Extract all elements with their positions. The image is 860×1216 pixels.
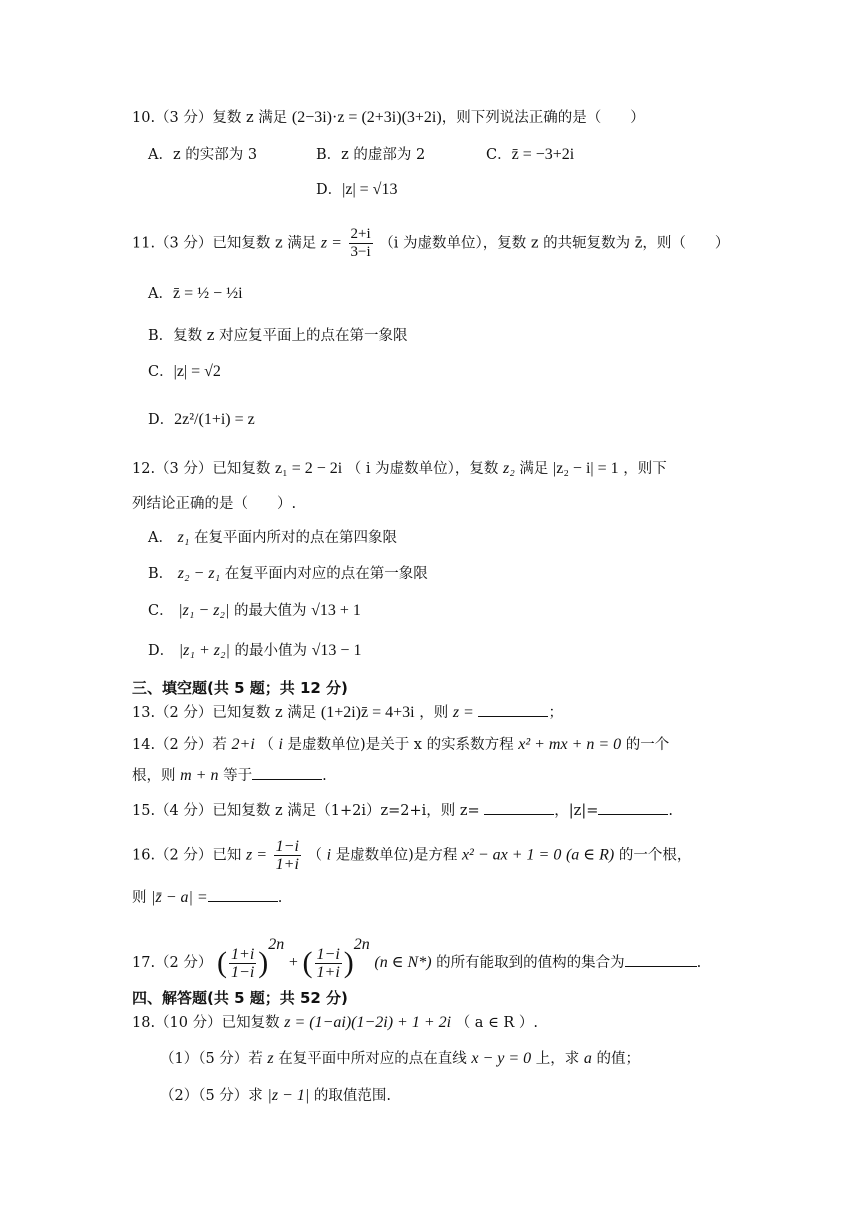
q16-eq: x² − ax + 1 = 0 (461, 846, 562, 864)
q13-stem: 13.（2 分）已知复数 z 满足 (132, 705, 317, 721)
q12-stem3: 满足 (519, 461, 549, 477)
q17-answer-blank[interactable] (625, 952, 697, 967)
q16-den: 1+i (275, 856, 299, 873)
q12-b-label: B． (148, 566, 174, 582)
q10-stem (132, 108, 645, 128)
section-fill-in-heading: 三、填空题(共 5 题；共 12 分) (132, 679, 348, 697)
q12-b-formula: z₂ − z₁ (177, 565, 221, 582)
q17-den2: 1+i (316, 963, 340, 981)
q18-p1c: 在复平面中所对应的点在直线 (278, 1051, 467, 1067)
q12-c-text: 的最大值为 (234, 603, 307, 619)
q10-option-c (486, 145, 574, 165)
q15-text2: ，|z|= (554, 803, 599, 819)
q13-ans-label: z = (452, 704, 474, 721)
q17-stem: 17.（2 分） (132, 955, 213, 971)
q11-option-b: B．复数 z 对应复平面上的点在第一象限 (148, 328, 408, 344)
q17-num2: 1−i (316, 945, 340, 963)
q12-d-label: D． (148, 643, 175, 659)
q11-frac-num: 2+i (350, 226, 371, 242)
q12-z1-def: z₁ = 2 − 2i (275, 460, 343, 477)
q16-cond: (a ∈ R) (565, 846, 615, 864)
q16-line1 (132, 838, 691, 873)
q16-stem2: 是虚数单位)是方程 (335, 847, 458, 864)
q16-paren: （ (307, 847, 323, 864)
q11-option-d (148, 410, 255, 430)
q12-stem1: 12.（3 分）已知复数 (132, 461, 271, 477)
q11-option-a (148, 284, 243, 304)
q10-d-formula: |z| = √13 (342, 181, 398, 198)
q11-a-formula: z̄ = ½ − ½i (172, 285, 243, 302)
q14-paren: （ (259, 737, 274, 753)
q14-answer-blank[interactable] (252, 765, 322, 780)
q12-a-label: A． (148, 530, 173, 546)
q12-c-value: √13 + 1 (311, 602, 361, 619)
q14-line2 (132, 765, 327, 786)
q15-end: . (668, 803, 673, 819)
q16-num: 1−i (275, 838, 299, 855)
q16-stem: 16.（2 分）已知 (132, 847, 242, 864)
q17-rparen2: ) (343, 946, 354, 979)
q11-frac-den: 3−i (350, 244, 371, 260)
q17-lparen2: ( (302, 946, 313, 979)
q18-p1a: （1）（5 分）若 (160, 1051, 263, 1067)
q18-part1 (160, 1049, 640, 1069)
section-answer-heading: 四、解答题(共 5 题；共 52 分) (132, 989, 348, 1007)
q16-line2b: |z̄ − a| = (151, 889, 208, 906)
q16-end: . (277, 890, 283, 906)
q14-i: i (278, 736, 283, 753)
q18-p2c: 的取值范围. (313, 1088, 391, 1104)
q10-option-a: A．z 的实部为 3 (148, 147, 258, 163)
q11-option-c (148, 362, 221, 382)
q11-c-label: C． (148, 364, 174, 380)
q15-modulus-blank[interactable] (598, 800, 668, 815)
q10-option-b: B．z 的虚部为 2 (316, 147, 426, 163)
q18-part2 (160, 1086, 391, 1106)
q16-line2 (132, 887, 282, 908)
q17-exp1: 2n (268, 936, 285, 953)
q15-text1: 15.（4 分）已知复数 z 满足（1+2i）z=2+i，则 z= (132, 803, 480, 819)
q17-exp2: 2n (353, 936, 370, 953)
q14-line2b: m + n (180, 767, 219, 784)
q17-fraction1 (229, 946, 256, 981)
q16-fraction (274, 838, 301, 873)
q11-tail: （i 为虚数单位），复数 z 的共轭复数为 z̄，则（ ） (379, 235, 730, 252)
q12-stem-line2: 列结论正确的是（ ）. (132, 496, 297, 512)
q18-p2a: （2）（5 分）求 (160, 1088, 263, 1104)
q12-a-formula: z₁ (177, 529, 190, 546)
q12-option-d (148, 641, 361, 661)
q12-c-formula: |z₁ − z₂| (178, 602, 230, 619)
q12-stem2: （ i 为虚数单位），复数 (346, 461, 499, 477)
q17-end: . (696, 955, 702, 971)
q14-expr: 2+i (231, 736, 255, 753)
q17-num1: 1+i (231, 945, 255, 963)
q14-stem: 14.（2 分）若 (132, 737, 227, 753)
q14-line2c: 等于 (223, 768, 253, 784)
q11-d-formula: 2z²/(1+i) = z (174, 411, 255, 428)
q10-formula: (2−3i)·z = (2+3i)(3+2i) (291, 109, 442, 126)
q13-mid: ，则 (419, 705, 449, 721)
q14-tail: 的一个 (625, 737, 670, 753)
q17-cond: (n ∈ N*) (374, 954, 432, 971)
q12-a-text: 在复平面内所对的点在第四象限 (194, 530, 397, 546)
q18-stem (132, 1013, 538, 1033)
q16-z: z = (246, 846, 268, 864)
q11-fraction (349, 226, 373, 261)
q11-formula-left: z = (320, 234, 342, 252)
q17-fraction2 (315, 946, 342, 981)
q17 (132, 935, 701, 981)
q12-c-label: C． (148, 603, 174, 619)
q16-line2a: 则 (132, 890, 147, 906)
q10-c-formula: z̄ = −3+2i (511, 146, 575, 163)
q18-formula: z = (1−ai)(1−2i) + 1 + 2i (284, 1014, 452, 1031)
q14-line1 (132, 735, 669, 755)
q17-plus: + (288, 954, 298, 971)
q12-b-text: 在复平面内对应的点在第一象限 (224, 566, 428, 582)
q15 (132, 800, 673, 821)
q10-d-label: D． (316, 182, 343, 198)
q13-end: ； (548, 705, 563, 721)
q18-cond: （ a ∈ R ）. (455, 1015, 539, 1031)
q17-den1: 1−i (231, 963, 255, 981)
q16-i: i (326, 846, 332, 864)
q14-line2a: 根，则 (132, 768, 176, 784)
q12-z2: z₂ (503, 460, 515, 477)
q12-stem4: ，则下 (623, 461, 667, 477)
q14-stem2: 是虚数单位)是关于 x 的实系数方程 (287, 737, 514, 753)
q18-p1d: x − y = 0 (471, 1050, 532, 1067)
q15-z-blank[interactable] (484, 800, 554, 815)
q12-d-text: 的最小值为 (234, 643, 308, 659)
q12-cond: |z₂ − i| = 1 (553, 460, 619, 477)
q18-p1b: z (267, 1050, 274, 1067)
q13-formula: (1+2i)z̄ = 4+3i (320, 704, 415, 721)
q18-stem-text: 18.（10 分）已知复数 (132, 1015, 280, 1031)
q17-rparen1: ) (258, 946, 269, 979)
q12-option-a (148, 528, 397, 548)
q12-option-c (148, 601, 361, 621)
q12-d-value: √13 − 1 (311, 642, 362, 659)
q18-p1f: a (583, 1050, 592, 1067)
q18-p2b: |z − 1| (267, 1087, 310, 1104)
q10-option-d (316, 180, 397, 200)
q18-p1g: 的值； (596, 1051, 640, 1067)
q12-stem (132, 459, 667, 479)
q13 (132, 702, 563, 723)
q16-tail: 的一个根， (618, 847, 692, 864)
q12-d-formula: |z₁ + z₂| (178, 642, 230, 659)
q11-d-label: D． (148, 412, 175, 428)
q11-a-label: A． (148, 286, 173, 302)
q10-stem-text: 10.（3 分）复数 z 满足 (132, 110, 288, 126)
q16-answer-blank[interactable] (208, 887, 278, 902)
q11-c-formula: |z| = √2 (173, 363, 221, 380)
q18-p1e: 上，求 (535, 1051, 580, 1067)
q17-tail: 的所有能取到的值构的集合为 (436, 955, 625, 971)
q10-c-label: C． (486, 147, 512, 163)
q13-answer-blank[interactable] (478, 702, 548, 717)
q11-stem-text: 11.（3 分）已知复数 z 满足 (132, 235, 317, 252)
q10-tail: ，则下列说法正确的是（ ） (441, 110, 645, 126)
q14-eq: x² + mx + n = 0 (518, 736, 622, 753)
q14-end: . (322, 768, 327, 784)
q12-option-b (148, 564, 428, 584)
q11-stem (132, 226, 729, 261)
q17-lparen1: ( (217, 946, 228, 979)
